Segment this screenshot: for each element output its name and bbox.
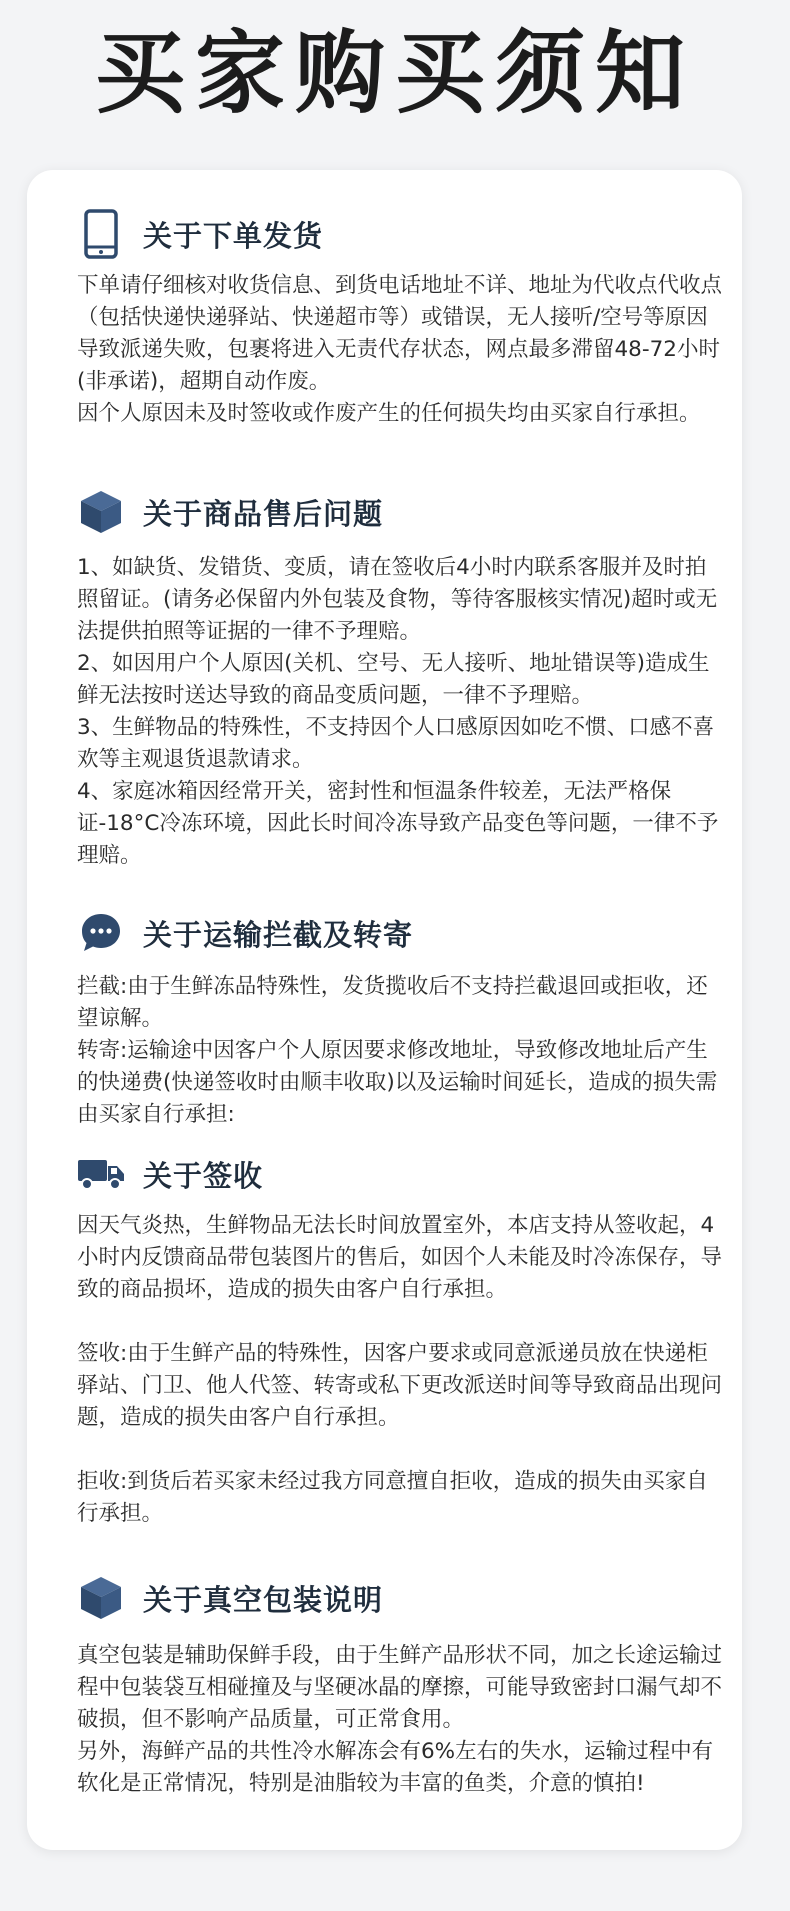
paragraph: 2、如因用户个人原因(关机、空号、无人接听、地址错误等)造成生鲜无法按时送达导致的商品变质问题，一律不予理赔。 xyxy=(77,651,710,708)
notice-card xyxy=(27,170,742,1850)
section-after-sales xyxy=(77,484,727,872)
paragraph: 拒收:到货后若买家未经过我方同意擅自拒收，造成的损失由买家自行承担。 xyxy=(77,1469,708,1526)
paragraph: 下单请仔细核对收货信息、到货电话地址不详、地址为代收点代收点（包括快递快递驿站、快递超市等）或错误，无人接听/空号等原因导致派递失败，包裹将进入无责代存状态，网点最多滞留48-72小时(非承诺)，超期自动作废。 xyxy=(77,273,723,394)
section-order-shipping xyxy=(77,206,727,430)
section-header xyxy=(77,905,727,961)
section-title: 关于真空包装说明 xyxy=(143,1582,384,1617)
paragraph: 3、生鲜物品的特殊性，不支持因个人口感原因如吃不惯、口感不喜欢等主观退货退款请求。 xyxy=(77,715,715,772)
section-header xyxy=(77,206,727,262)
truck-icon xyxy=(77,1150,125,1198)
paragraph: 因个人原因未及时签收或作废产生的任何损失均由买家自行承担。 xyxy=(77,401,701,426)
section-header xyxy=(77,1570,727,1626)
section-intercept-forward xyxy=(77,905,727,1131)
paragraph: 1、如缺货、发错货、变质，请在签收后4小时内联系客服并及时拍照留证。(请务必保留内外包装及食物，等待客服核实情况)超时或无法提供拍照等证据的一律不予理赔。 xyxy=(77,555,718,644)
paragraph: 转寄:运输途中因客户个人原因要求修改地址，导致修改地址后产生的快递费(快递签收时由顺丰收取)以及运输时间延长，造成的损失需由买家自行承担: xyxy=(77,1038,718,1127)
phone-icon xyxy=(77,210,125,258)
section-title: 关于商品售后问题 xyxy=(143,496,384,531)
paragraph: 因天气炎热，生鲜物品无法长时间放置室外，本店支持从签收起，4小时内反馈商品带包装图片的售后，如因个人未能及时冷冻保存，导致的商品损坏，造成的损失由客户自行承担。 xyxy=(77,1213,723,1302)
paragraph: 签收:由于生鲜产品的特殊性，因客户要求或同意派递员放在快递柜驿站、门卫、他人代签、转寄或私下更改派送时间等导致商品出现问题，造成的损失由客户自行承担。 xyxy=(77,1341,723,1430)
section-header xyxy=(77,1146,727,1202)
spacer xyxy=(77,1306,727,1338)
page-title: 买家购买须知 xyxy=(95,21,695,126)
box-icon xyxy=(77,488,125,536)
paragraph: 4、家庭冰箱因经常开关，密封性和恒温条件较差，无法严格保证-18°C冷冻环境，因此长时间冷冻导致产品变色等问题，一律不予理赔。 xyxy=(77,779,719,868)
section-title: 关于运输拦截及转寄 xyxy=(143,917,414,952)
section-header xyxy=(77,484,727,540)
chat-bubble-icon xyxy=(77,909,125,957)
section-title: 关于签收 xyxy=(143,1158,264,1193)
section-vacuum-packaging xyxy=(77,1570,727,1800)
box-icon xyxy=(77,1574,125,1622)
spacer xyxy=(77,1434,727,1466)
section-receipt xyxy=(77,1146,727,1530)
paragraph: 拦截:由于生鲜冻品特殊性，发货揽收后不支持拦截退回或拒收，还望谅解。 xyxy=(77,974,708,1031)
section-title: 关于下单发货 xyxy=(143,218,324,253)
paragraph: 另外，海鲜产品的共性冷水解冻会有6%左右的失水，运输过程中有软化是正常情况，特别是油脂较为丰富的鱼类，介意的慎拍! xyxy=(77,1739,714,1796)
paragraph: 真空包装是辅助保鲜手段，由于生鲜产品形状不同，加之长途运输过程中包装袋互相碰撞及与坚硬冰晶的摩擦，可能导致密封口漏气却不破损，但不影响产品质量，可正常食用。 xyxy=(77,1643,723,1732)
